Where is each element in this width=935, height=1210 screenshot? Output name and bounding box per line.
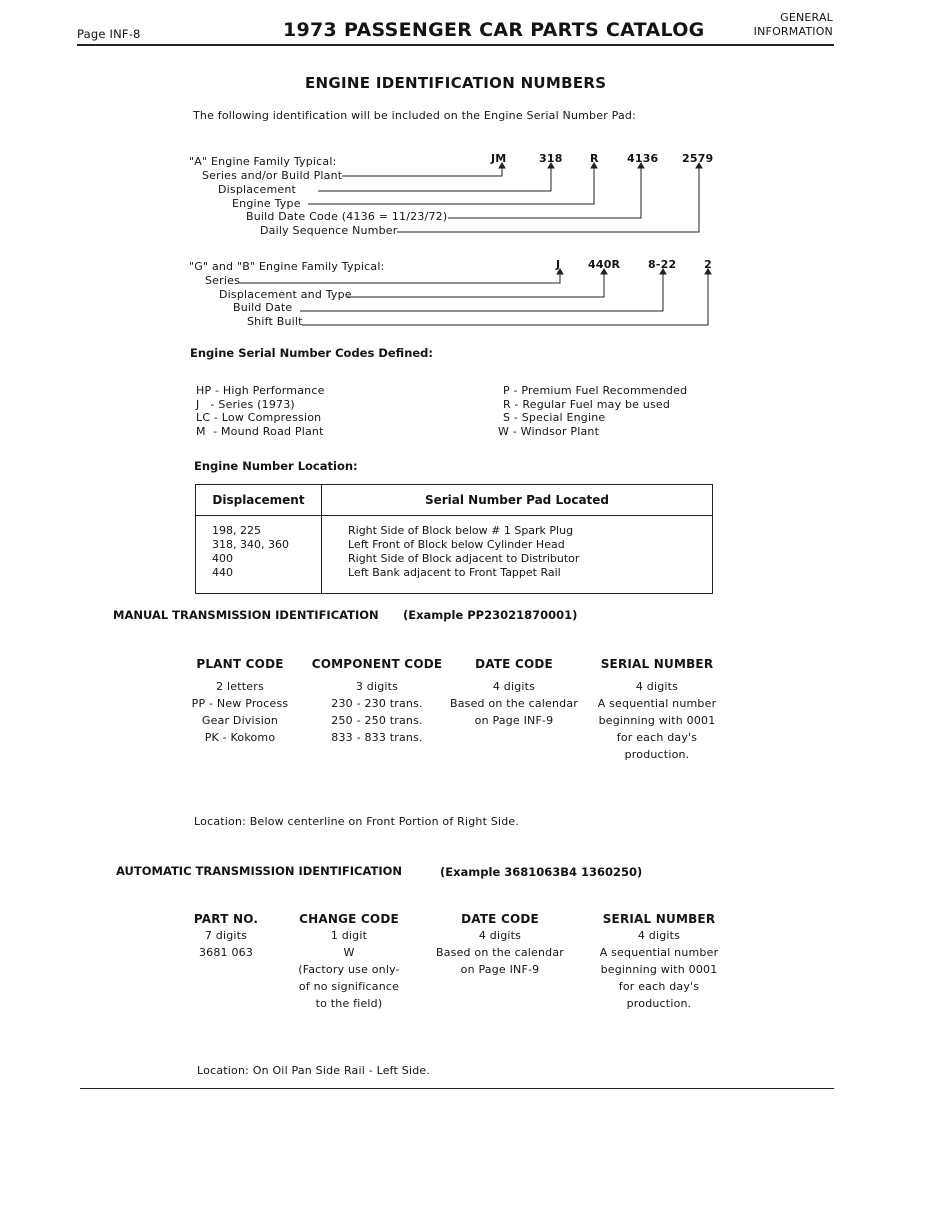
- automatic-location: Location: On Oil Pan Side Rail - Left Side.: [197, 1064, 431, 1077]
- manual-serial-number-heading: SERIAL NUMBER: [600, 657, 714, 671]
- auto-serial-number-heading: SERIAL NUMBER: [602, 912, 716, 926]
- header-pad-located: Serial Number Pad Located: [322, 485, 713, 516]
- a-code-displacement: 318: [539, 152, 563, 165]
- page-number: Page INF-8: [77, 27, 141, 41]
- auto-change-line: of no significance: [298, 980, 400, 993]
- auto-serial-line: beginning with 0001: [600, 963, 718, 976]
- auto-serial-line: for each day's: [618, 980, 700, 993]
- a-code-type: R: [590, 152, 599, 165]
- manual-plant-line: Gear Division: [201, 714, 279, 727]
- auto-change-line: 1 digit: [330, 929, 368, 942]
- codes-left-list: [196, 384, 325, 439]
- gb-row-series: Series: [205, 274, 241, 287]
- auto-part-line: 3681 063: [198, 946, 254, 959]
- manual-serial-line: 4 digits: [635, 680, 679, 693]
- footer-rule: [80, 1088, 834, 1089]
- section-label-line2: INFORMATION: [753, 25, 833, 38]
- auto-change-line: to the field): [315, 997, 383, 1010]
- engine-section-title: ENGINE IDENTIFICATION NUMBERS: [305, 74, 607, 92]
- manual-col-date-code: [444, 656, 584, 729]
- manual-plant-line: 2 letters: [216, 680, 264, 693]
- header-displacement: Displacement: [196, 485, 322, 516]
- manual-col-plant-code: [175, 656, 305, 746]
- auto-col-part-no: [171, 911, 281, 961]
- gb-code-displacement-type: 440R: [588, 258, 621, 271]
- displacement-1: 198, 225: [212, 524, 261, 537]
- codes-right-list: [498, 384, 687, 439]
- manual-location: Location: Below centerline on Front Portion of Right Side.: [194, 815, 520, 828]
- a-row-daily-sequence: Daily Sequence Number: [260, 224, 398, 237]
- auto-change-line: W: [343, 946, 355, 959]
- manual-col-serial-number: [587, 656, 727, 763]
- gb-code-series: J: [556, 258, 561, 271]
- auto-part-line: 7 digits: [204, 929, 248, 942]
- leader-build-date: [448, 166, 641, 218]
- leader-displacement: [318, 166, 551, 191]
- a-code-series: JM: [491, 152, 507, 165]
- section-label-line1: GENERAL: [780, 11, 833, 24]
- codes-defined-heading: Engine Serial Number Codes Defined:: [190, 346, 434, 360]
- manual-example: (Example PP23021870001): [403, 608, 578, 622]
- manual-component-line: 833 - 833 trans.: [331, 731, 423, 744]
- code-r: R - Regular Fuel may be used: [503, 397, 671, 411]
- auto-serial-line: production.: [626, 997, 692, 1010]
- serial-pad-diagram: [0, 0, 935, 340]
- manual-serial-line: for each day's: [616, 731, 698, 744]
- auto-col-serial-number: [589, 911, 729, 1012]
- auto-serial-line: A sequential number: [599, 946, 719, 959]
- manual-date-line: Based on the calendar: [449, 697, 579, 710]
- location-table-header: [196, 485, 713, 516]
- automatic-section-title: AUTOMATIC TRANSMISSION IDENTIFICATION: [116, 864, 403, 878]
- pad-location-4: Left Bank adjacent to Front Tappet Rail: [348, 566, 561, 579]
- location-table-body: [196, 516, 713, 594]
- auto-change-code-heading: CHANGE CODE: [299, 912, 399, 926]
- manual-serial-line: A sequential number: [597, 697, 717, 710]
- gb-row-shift-built: Shift Built: [247, 315, 303, 328]
- pad-location-1: Right Side of Block below # 1 Spark Plug: [348, 524, 574, 537]
- manual-component-line: 3 digits: [355, 680, 399, 693]
- engine-intro: The following identification will be included on the Engine Serial Number Pad:: [193, 109, 636, 122]
- auto-col-change-code: [284, 911, 414, 1012]
- auto-date-code-heading: DATE CODE: [461, 912, 539, 926]
- a-row-build-date-code: Build Date Code (4136 = 11/23/72): [246, 210, 448, 223]
- manual-plant-line: PK - Kokomo: [204, 731, 276, 744]
- catalog-title: 1973 PASSENGER CAR PARTS CATALOG: [283, 19, 705, 41]
- manual-component-line: 250 - 250 trans.: [331, 714, 423, 727]
- manual-serial-line: production.: [624, 748, 690, 761]
- gb-family-label: "G" and "B" Engine Family Typical:: [189, 260, 385, 273]
- manual-section-title: MANUAL TRANSMISSION IDENTIFICATION: [113, 608, 379, 622]
- displacement-2: 318, 340, 360: [212, 538, 289, 551]
- manual-plant-line: PP - New Process: [191, 697, 289, 710]
- location-heading: Engine Number Location:: [194, 459, 358, 473]
- a-row-displacement: Displacement: [218, 183, 297, 196]
- displacement-4: 440: [212, 566, 233, 579]
- auto-change-line: (Factory use only-: [298, 963, 400, 976]
- manual-date-code-heading: DATE CODE: [475, 657, 553, 671]
- manual-plant-code-heading: PLANT CODE: [196, 657, 284, 671]
- code-hp: HP - High Performance: [196, 384, 325, 397]
- gb-code-build-date: 8-22: [648, 258, 677, 271]
- a-code-sequence: 2579: [682, 152, 714, 165]
- auto-date-line: Based on the calendar: [435, 946, 565, 959]
- code-lc: LC - Low Compression: [196, 411, 322, 425]
- manual-date-line: on Page INF-9: [474, 714, 554, 727]
- code-w: W - Windsor Plant: [498, 425, 600, 439]
- leader-shift-built: [302, 272, 708, 325]
- displacement-cell: [196, 516, 322, 594]
- leader-series-build-plant: [342, 166, 502, 176]
- manual-date-line: 4 digits: [492, 680, 536, 693]
- pad-location-2: Left Front of Block below Cylinder Head: [348, 538, 565, 551]
- a-row-engine-type: Engine Type: [232, 197, 301, 210]
- code-s: S - Special Engine: [503, 411, 606, 425]
- gb-row-displacement-type: Displacement and Type: [219, 288, 352, 301]
- auto-col-date-code: [430, 911, 570, 978]
- leader-displacement-type: [347, 272, 604, 297]
- displacement-3: 400: [212, 552, 233, 565]
- automatic-example: (Example 3681063B4 1360250): [440, 865, 643, 879]
- gb-row-build-date: Build Date: [233, 301, 293, 314]
- manual-component-line: 230 - 230 trans.: [331, 697, 423, 710]
- manual-col-component-code: [304, 656, 450, 746]
- a-code-build-date: 4136: [627, 152, 659, 165]
- pad-location-3: Right Side of Block adjacent to Distributor: [348, 552, 580, 565]
- code-j: J - Series (1973): [196, 397, 295, 411]
- auto-date-line: 4 digits: [478, 929, 522, 942]
- auto-serial-line: 4 digits: [637, 929, 681, 942]
- manual-component-code-heading: COMPONENT CODE: [311, 657, 443, 671]
- pad-location-cell: [322, 516, 713, 594]
- location-table: [195, 484, 713, 594]
- gb-code-shift: 2: [704, 258, 712, 271]
- leader-build-date-gb: [300, 272, 663, 311]
- code-m: M - Mound Road Plant: [196, 425, 324, 439]
- manual-serial-line: beginning with 0001: [598, 714, 716, 727]
- a-row-series-build-plant: Series and/or Build Plant: [202, 169, 343, 182]
- auto-date-line: on Page INF-9: [460, 963, 540, 976]
- auto-part-no-heading: PART NO.: [193, 912, 259, 926]
- a-family-label: "A" Engine Family Typical:: [189, 155, 337, 168]
- leader-series: [239, 272, 560, 283]
- code-p: P - Premium Fuel Recommended: [503, 384, 688, 397]
